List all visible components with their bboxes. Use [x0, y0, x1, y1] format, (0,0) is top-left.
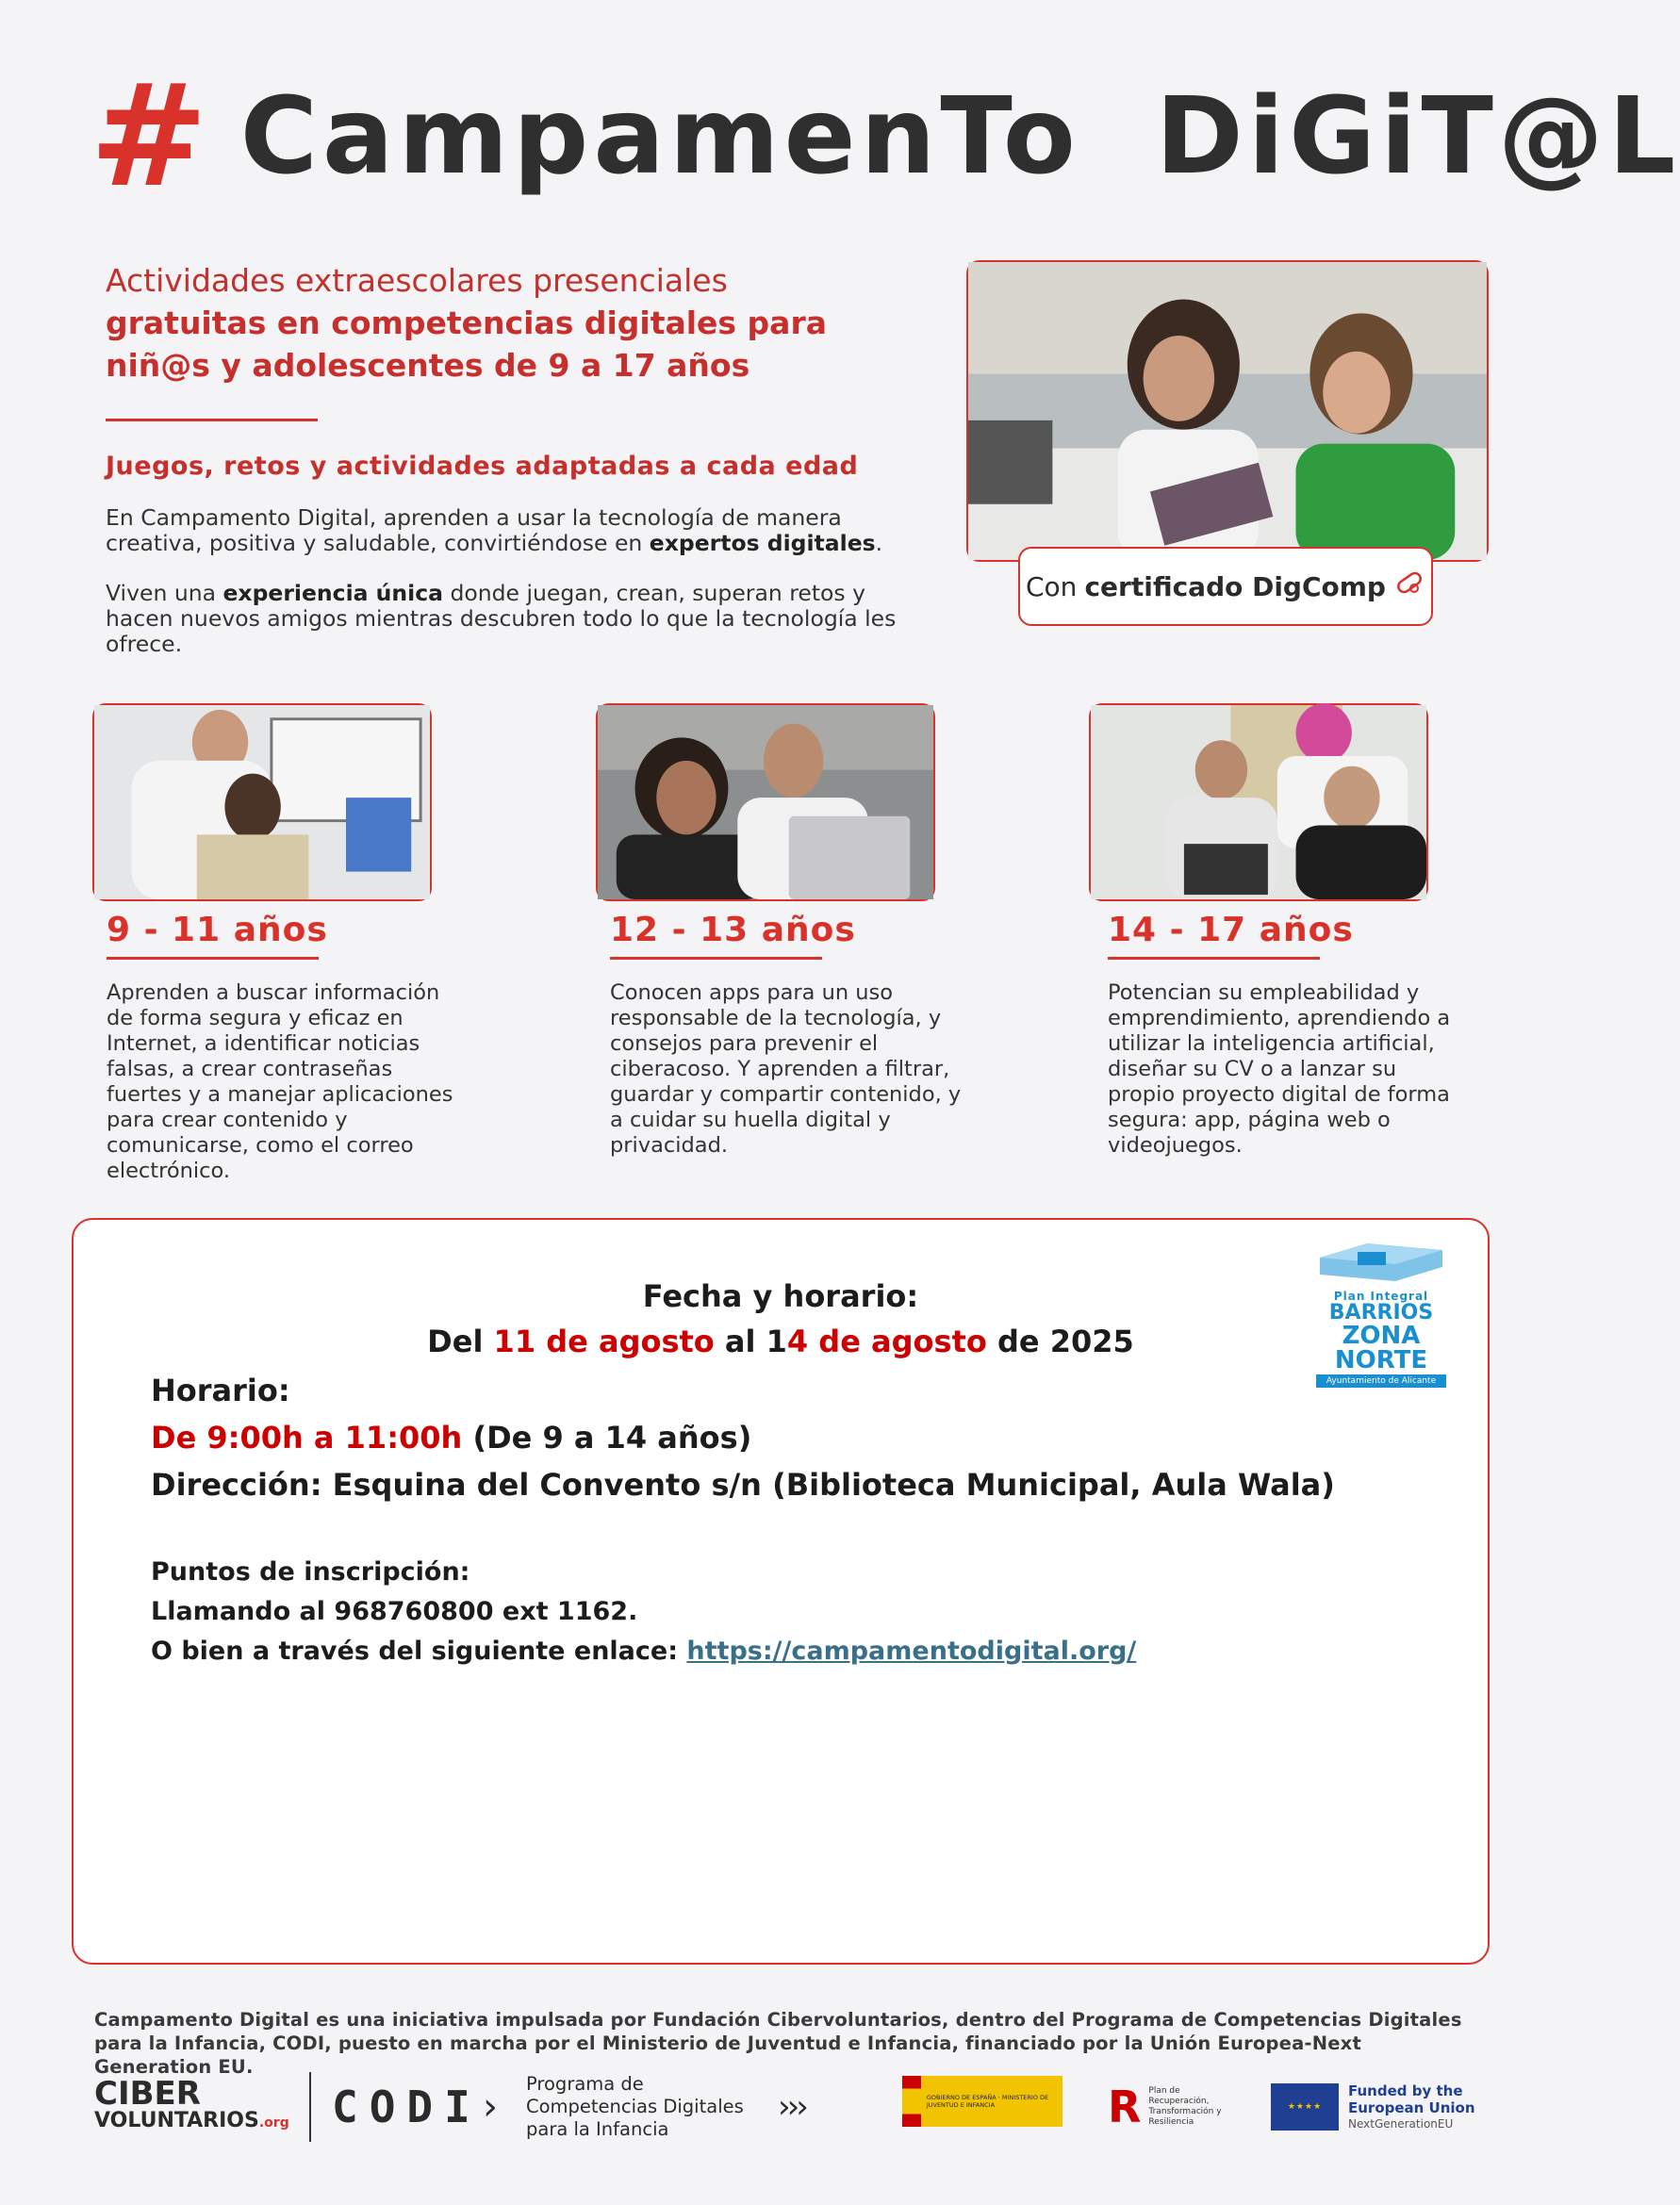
age-group-photo	[596, 703, 935, 901]
age-group-description: Conocen apps para un uso responsable de la tecnología, y consejos para prevenir el ciberacoso. Y aprenden a filtrar, guardar y compartir contenido, y a cuidar su huella digital y privacidad.	[610, 980, 962, 1158]
age-group-12-13	[596, 703, 973, 1159]
age-group-description: Aprenden a buscar información de forma segura y eficaz en Internet, a identificar noticias falsas, a crear contraseñas fuertes y a manejar aplicaciones para crear contenido y comunicarse, como el correo electrónico.	[107, 980, 453, 1183]
main-photo	[966, 260, 1489, 562]
address: Dirección: Esquina del Convento s/n (Biblioteca Municipal, Aula Wala)	[151, 1467, 1335, 1503]
age-group-description: Potencian su empleabilidad y emprendimiento, aprendiendo a utilizar la inteligencia artificial, diseñar su CV o a lanzar su propio proyecto digital de forma segura: app, página web o videojuegos.	[1108, 980, 1451, 1158]
diploma-icon	[1393, 569, 1425, 604]
prtr-r-icon: R	[1108, 2082, 1142, 2132]
schedule-info-box	[72, 1218, 1490, 1965]
intro-paragraph-2: Viven una experiencia única donde juegan, crean, superan retos y hacen nuevos amigos mientras descubren todo lo que la tecnología les ofrece.	[106, 580, 897, 657]
age-group-title: 12 - 13 años	[610, 911, 856, 949]
prtr-logo: R Plan de Recuperación, Transformación y Resiliencia	[1108, 2082, 1222, 2132]
age-group-title: 14 - 17 años	[1108, 911, 1354, 949]
intro-lead-line-2: gratuitas en competencias digitales para	[106, 304, 827, 341]
divider	[610, 957, 822, 960]
spain-flag-icon	[902, 2076, 921, 2127]
divider	[1108, 957, 1320, 960]
codi-program-text: Programa de Competencias Digitales para la Infancia	[526, 2073, 744, 2140]
registration-link[interactable]: https://campamentodigital.org/	[686, 1637, 1137, 1666]
codi-logo: CODI	[332, 2082, 482, 2132]
certificate-label: certificado DigComp	[1084, 570, 1386, 602]
title-word-digital: DiGiT@L	[1155, 75, 1680, 198]
cibervoluntarios-logo: CIBER VOLUNTARIOS.org	[94, 2075, 289, 2132]
intro-lead-line-3: niñ@s y adolescentes de 9 a 17 años	[106, 347, 750, 384]
hashtag-logo: #	[90, 55, 208, 219]
eu-funding-logo: ★★★★ Funded by the European Union NextGenerationEU	[1271, 2065, 1488, 2149]
certificate-prefix: Con	[1026, 570, 1078, 602]
age-group-9-11	[92, 703, 469, 1184]
divider	[107, 957, 319, 960]
date-range: Del 11 de agosto al 14 de agosto de 2025	[427, 1324, 1134, 1359]
barrios-zona-norte-logo: Plan Integral BARRIOS ZONA NORTE Ayuntamiento de Alicante	[1310, 1239, 1452, 1399]
divider	[106, 419, 318, 421]
age-group-title: 9 - 11 años	[107, 911, 328, 949]
gobierno-espana-logo: GOBIERNO DE ESPAÑA · MINISTERIO DE JUVENTUD E INFANCIA	[902, 2076, 1062, 2127]
schedule-time: De 9:00h a 11:00h (De 9 a 14 años)	[151, 1420, 752, 1456]
divider	[309, 2072, 311, 2142]
intro-subtitle: Juegos, retos y actividades adaptadas a cada edad	[106, 452, 859, 481]
eu-flag-icon: ★★★★	[1271, 2083, 1339, 2131]
date-title: Fecha y horario:	[642, 1278, 919, 1314]
sponsor-logos	[94, 2065, 1490, 2149]
age-group-photo	[92, 703, 432, 901]
registration-link-line: O bien a través del siguiente enlace: https://campamentodigital.org/	[151, 1637, 1137, 1666]
title-word-campamento: CampamenTo	[239, 75, 1080, 198]
intro-paragraph-1: En Campamento Digital, aprenden a usar la tecnología de manera creativa, positiva y saludable, convirtiéndose en expertos digitales.	[106, 504, 883, 556]
footer-note: Campamento Digital es una iniciativa impulsada por Fundación Cibervoluntarios, dentro del Programa de Competencias Digitales para la Infancia, CODI, puesto en marcha por el Ministerio de Juventud e Infancia, financiado por la Unión Europea-Next Generation EU.	[94, 2009, 1462, 2078]
intro-section	[106, 260, 935, 657]
registration-phone: Llamando al 968760800 ext 1162.	[151, 1597, 638, 1626]
age-group-photo	[1089, 703, 1428, 901]
intro-lead-line-1: Actividades extraescolares presenciales	[106, 262, 728, 299]
schedule-label: Horario:	[151, 1373, 290, 1408]
certificate-badge	[1018, 547, 1433, 626]
age-group-14-17	[1089, 703, 1466, 1159]
arrows-icon: ›››	[778, 2088, 805, 2126]
registration-label: Puntos de inscripción:	[151, 1557, 470, 1587]
page-title	[90, 55, 1680, 219]
chevron-right-icon: ›	[483, 2085, 498, 2129]
